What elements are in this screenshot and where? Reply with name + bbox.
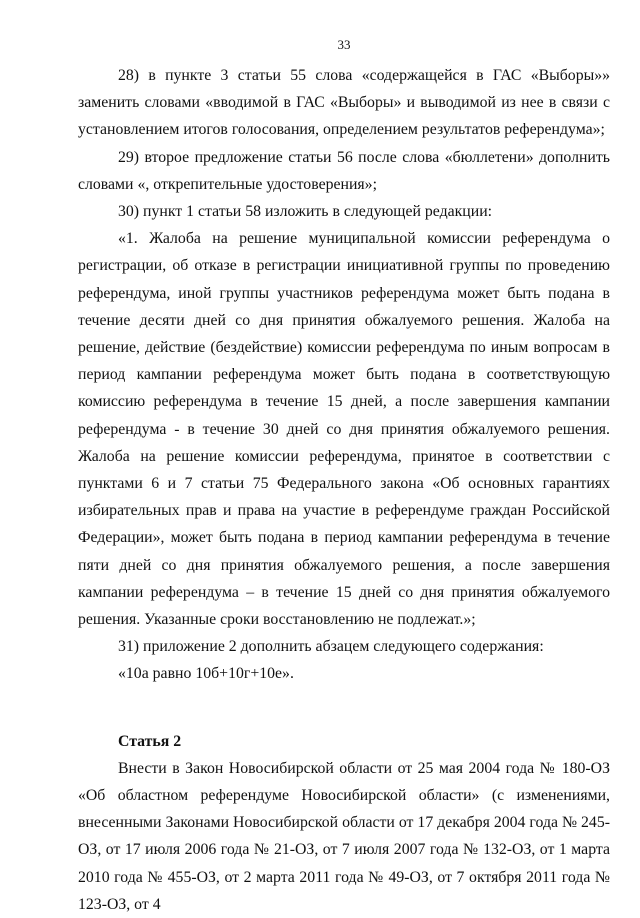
document-page	[78, 0, 610, 913]
article-heading: Статья 2	[118, 732, 182, 750]
page-number: 33	[337, 37, 351, 52]
quoted-new-text-item-30: «1. Жалоба на решение муниципальной комиссии референдума о регистрации, об отказе в регистрации инициативной группы по проведению референдума, иной группы участников референдума может быть подана в течение десяти дней со дня принятия обжалуемого решения. Жалоба на решение, действие (бездействие) комиссии референдума по иным вопросам в период кампании референдума может быть подана в соответствующую комиссию референдума в течение 15 дней, а после завершения кампании референдума - в течение 30 дней со дня принятия обжалуемого решения. Жалоба на решение комиссии референдума, принятое в соответствии с пунктами 6 и 7 статьи 75 Федерального закона «Об основных гарантиях избирательных прав и права на участие в референдуме граждан Российской Федерации», может быть подана в период кампании референдума в течение пяти дней со дня принятия обжалуемого решения, а после завершения кампании референдума – в течение 15 дней со дня принятия обжалуемого решения. Указанные сроки восстановлению не подлежат.»;	[78, 230, 610, 629]
paragraph-item-30: 30) пункт 1 статьи 58 изложить в следующей редакции:	[118, 203, 493, 221]
section-spacer	[78, 688, 610, 728]
quoted-new-text-item-31: «10а равно 10б+10г+10е».	[118, 665, 294, 683]
article-text: Внести в Закон Новосибирской области от 25 мая 2004 года № 180-ОЗ «Об областном референдуме Новосибирской области» (с изменениями, внесенными Законами Новосибирской области от 17 декабря 2004 года № 245-ОЗ, от 17 июля 2006 года № 21-ОЗ, от 7 июля 2007 года № 132-ОЗ, от 1 марта 2010 года № 455-ОЗ, от 2 марта 2011 года № 49-ОЗ, от 7 октября 2011 года № 123-ОЗ, от 4	[78, 759, 610, 913]
paragraph-item-29: 29) второе предложение статьи 56 после слова «бюллетени» дополнить словами «, открепительные удостоверения»;	[78, 148, 610, 193]
document-body	[78, 62, 610, 918]
paragraph-item-28: 28) в пункте 3 статьи 55 слова «содержащейся в ГАС «Выборы»» заменить словами «вводимой в ГАС «Выборы» и выводимой из нее в связи с установлением итогов голосования, определением результатов референдума»;	[78, 67, 610, 139]
paragraph-item-31: 31) приложение 2 дополнить абзацем следующего содержания:	[118, 638, 544, 656]
